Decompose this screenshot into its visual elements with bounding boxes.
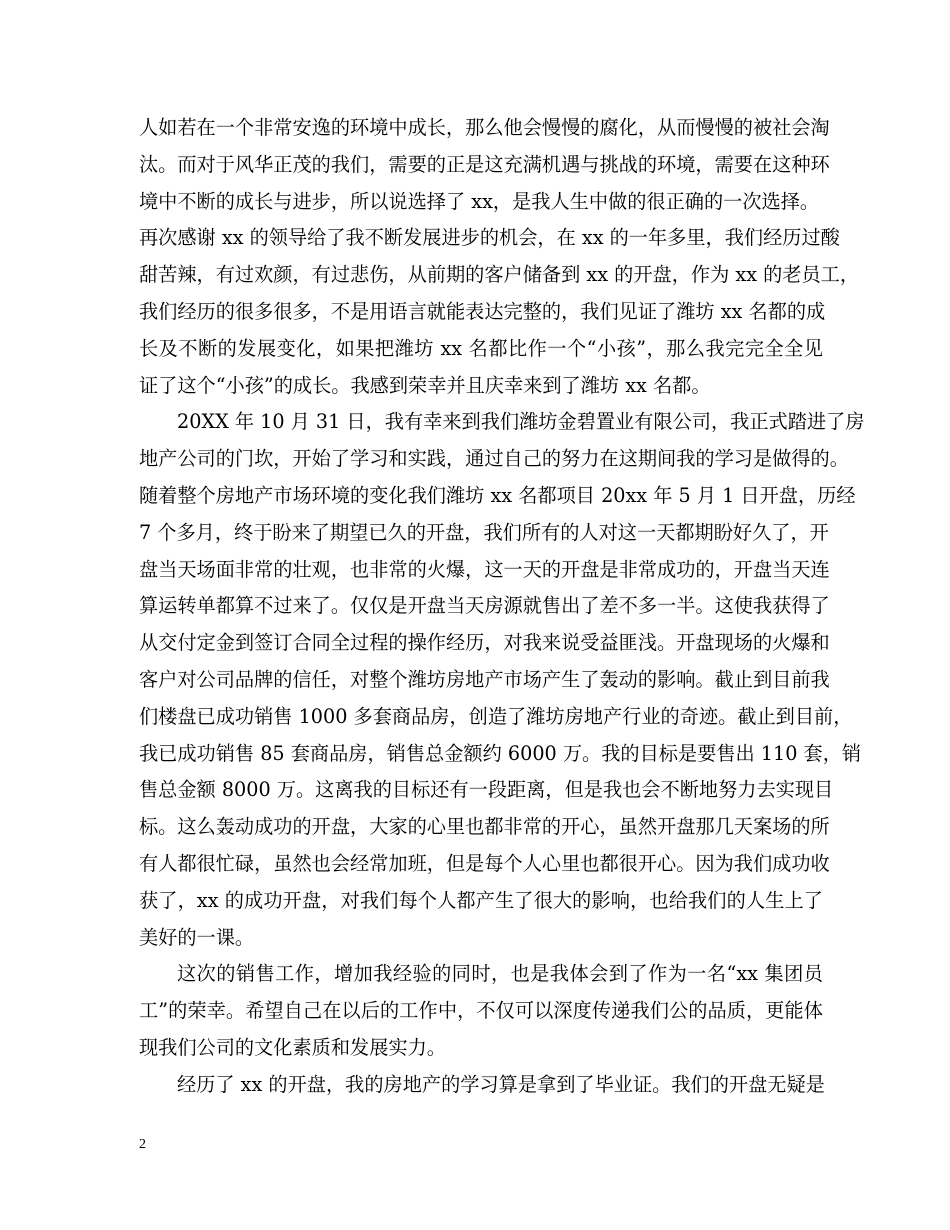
text-line: 标。这么轰动成功的开盘，大家的心里也都非常的开心，虽然开盘那几天案场的所 <box>139 815 830 839</box>
text-line: 现我们公司的文化素质和发展实力。 <box>139 1035 446 1059</box>
text-line: 证了这个“小孩”的成长。我感到荣幸并且庆幸来到了潍坊 xx 名都。 <box>139 373 711 397</box>
text-line: 7 个多月，终于盼来了期望已久的开盘，我们所有的人对这一天都期盼好久了，开 <box>139 520 829 544</box>
text-line: 甜苦辣，有过欢颜，有过悲伤，从前期的客户储备到 xx 的开盘，作为 xx 的老员工， <box>139 263 860 287</box>
text-line: 美好的一课。 <box>139 925 255 949</box>
text-line: 再次感谢 xx 的领导给了我不断发展进步的机会，在 xx 的一年多里，我们经历过酸 <box>139 226 840 250</box>
paragraph <box>139 404 865 956</box>
text-line: 工”的荣幸。希望自己在以后的工作中，不仅可以深度传递我们公的品质，更能体 <box>139 999 823 1023</box>
text-line: 经历了 xx 的开盘，我的房地产的学习算是拿到了毕业证。我们的开盘无疑是 <box>177 1072 825 1096</box>
paragraph <box>139 956 823 1066</box>
document-body <box>139 110 865 1104</box>
text-line: 这次的销售工作，增加我经验的同时，也是我体会到了作为一名“xx 集团员 <box>177 962 823 986</box>
paragraph <box>139 110 860 404</box>
text-line: 有人都很忙碌，虽然也会经常加班，但是每个人心里也都很开心。因为我们成功收 <box>139 851 830 875</box>
text-line: 们楼盘已成功销售 1000 多套商品房，创造了潍坊房地产行业的奇迹。截止到目前， <box>139 704 853 728</box>
text-line: 盘当天场面非常的壮观，也非常的火爆，这一天的开盘是非常成功的，开盘当天连 <box>139 557 830 581</box>
text-line: 地产公司的门坎，开始了学习和实践，通过自己的努力在这期间我的学习是做得的。 <box>139 447 849 471</box>
text-line: 算运转单都算不过来了。仅仅是开盘当天房源就售出了差不多一半。这使我获得了 <box>139 594 830 618</box>
text-line: 获了，xx 的成功开盘，对我们每个人都产生了很大的影响，也给我们的人生上了 <box>139 888 823 912</box>
text-line: 人如若在一个非常安逸的环境中成长，那么他会慢慢的腐化，从而慢慢的被社会淘 <box>139 116 830 139</box>
text-line: 售总金额 8000 万。这离我的目标还有一段距离，但是我也会不断地努力去实现目 <box>139 778 834 802</box>
text-line: 长及不断的发展变化，如果把潍坊 xx 名都比作一个“小孩”，那么我完完全全见 <box>139 336 823 360</box>
text-line: 从交付定金到签订合同全过程的操作经历，对我来说受益匪浅。开盘现场的火爆和 <box>139 631 830 655</box>
text-line: 境中不断的成长与进步，所以说选择了 xx，是我人生中做的很正确的一次选择。 <box>139 189 820 213</box>
text-line: 我已成功销售 85 套商品房，销售总金额约 6000 万。我的目标是要售出 110 套，销 <box>139 741 862 765</box>
paragraph <box>139 1067 823 1104</box>
text-line: 汰。而对于风华正茂的我们，需要的正是这充满机遇与挑战的环境，需要在这种环 <box>139 152 830 176</box>
text-line: 20XX 年 10 月 31 日，我有幸来到我们潍坊金碧置业有限公司，我正式踏进了房 <box>177 410 865 434</box>
page-number: 2 <box>139 1137 146 1152</box>
text-line: 我们经历的很多很多，不是用语言就能表达完整的，我们见证了潍坊 xx 名都的成 <box>139 299 826 323</box>
text-line: 客户对公司品牌的信任，对整个潍坊房地产市场产生了轰动的影响。截止到目前我 <box>139 667 830 691</box>
text-line: 随着整个房地产市场环境的变化我们潍坊 xx 名都项目 20xx 年 5 月 1 日开盘，历经 <box>139 483 856 507</box>
